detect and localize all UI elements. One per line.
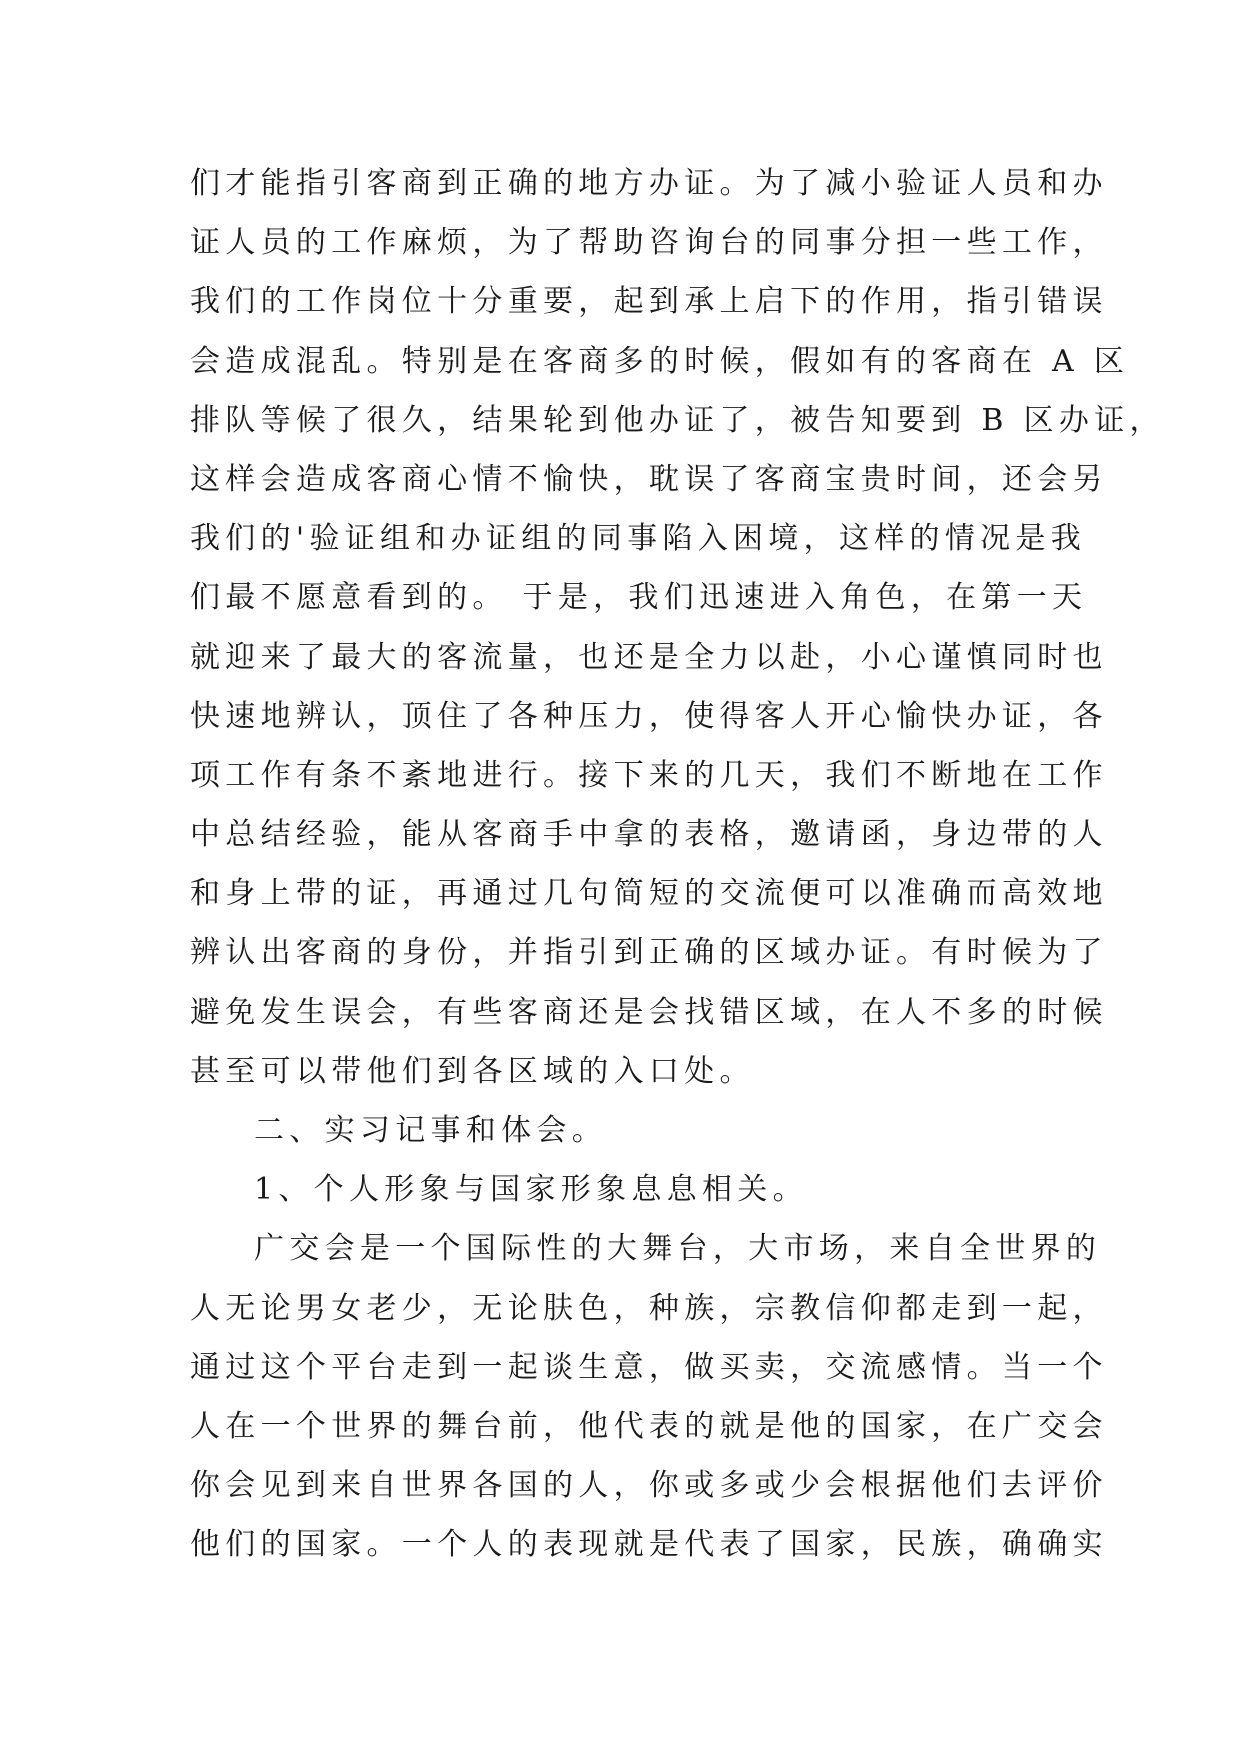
text-line: 通过这个平台走到一起谈生意，做买卖，交流感情。当一个 [190,1349,1108,1385]
text-line: 你会见到来自世界各国的人，你或多或少会根据他们去评价 [190,1468,1108,1504]
text-line: 避免发生误会，有些客商还是会找错区域，在人不多的时候 [190,994,1108,1030]
text-line: 快速地辨认，顶住了各种压力，使得客人开心愉快办证，各 [190,698,1108,734]
subsection-heading: 1、个人形象与国家形象息息相关。 [254,1172,808,1208]
text-line: 我们的'验证组和办证组的同事陷入困境，这样的情况是我 [190,521,1087,557]
text-line: 中总结经验，能从客商手中拿的表格，邀请函，身边带的人 [190,817,1108,853]
paragraph-1 [190,154,1165,1101]
text-line: 证人员的工作麻烦，为了帮助咨询台的同事分担一些工作， [190,225,1108,261]
section-heading: 二、实习记事和体会。 [254,1113,607,1148]
text-line: 和身上带的证，再通过几句简短的交流便可以准确而高效地 [190,876,1108,912]
text-line: 排队等候了很久，结果轮到他办证了，被告知要到 B 区办证， [190,402,1165,438]
text-line: 们最不愿意看到的。 于是，我们迅速进入角色，在第一天 [190,580,1088,616]
text-line: 这样会造成客商心情不愉快，耽误了客商宝贵时间，还会另 [190,461,1108,497]
text-line: 会造成混乱。特别是在客商多的时候，假如有的客商在 A 区 [190,343,1130,379]
text-line: 们才能指引客商到正确的地方办证。为了减小验证人员和办 [190,166,1108,201]
text-line: 甚至可以带他们到各区域的入口处。 [190,1053,755,1089]
text-line: 我们的工作岗位十分重要，起到承上启下的作用，指引错误 [190,284,1108,320]
text-line: 人无论男女老少，无论肤色，种族，宗教信仰都走到一起， [190,1290,1108,1326]
text-line: 他们的国家。一个人的表现就是代表了国家，民族，确确实 [190,1527,1108,1563]
document-body [190,154,1165,1575]
text-line: 广交会是一个国际性的大舞台，大市场，来自全世界的 [254,1231,1102,1267]
text-line: 项工作有条不紊地进行。接下来的几天，我们不断地在工作 [190,757,1108,793]
text-line: 辨认出客商的身份，并指引到正确的区域办证。有时候为了 [190,935,1108,971]
text-line: 就迎来了最大的客流量，也还是全力以赴，小心谨慎同时也 [190,639,1108,675]
paragraph-2 [190,1219,1108,1574]
text-line: 人在一个世界的舞台前，他代表的就是他的国家，在广交会 [190,1408,1108,1444]
